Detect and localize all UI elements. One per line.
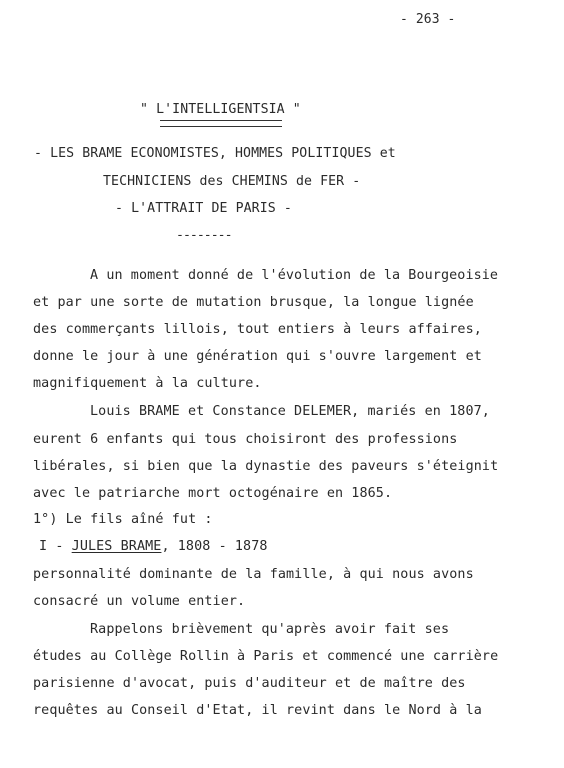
- paragraph-2-line-4: avec le patriarche mort octogénaire en 1865.: [33, 486, 393, 501]
- list-intro: 1°) Le fils aîné fut :: [33, 512, 213, 527]
- section-separator: --------: [176, 228, 232, 243]
- paragraph-5-line-4: requêtes au Conseil d'Etat, il revint dans le Nord à la: [33, 703, 482, 718]
- paragraph-4-line-2: consacré un volume entier.: [33, 594, 246, 609]
- paragraph-1-line-4: donne le jour à une génération qui s'ouvre largement et: [33, 349, 482, 364]
- person-name-underlined: JULES BRAME: [71, 539, 162, 554]
- page-number: - 263 -: [400, 12, 456, 27]
- title-double-underline: [160, 120, 282, 127]
- paragraph-2-line-1: Louis BRAME et Constance DELEMER, mariés en 1807,: [90, 404, 490, 419]
- paragraph-4-line-1: personnalité dominante de la famille, à qui nous avons: [33, 567, 474, 582]
- paragraph-1-line-2: et par une sorte de mutation brusque, la longue lignée: [33, 295, 474, 310]
- paragraph-5-line-2: études au Collège Rollin à Paris et commencé une carrière: [33, 649, 499, 664]
- chapter-title: " L'INTELLIGENTSIA ": [140, 102, 301, 117]
- paragraph-5-line-1: Rappelons brièvement qu'après avoir fait ses: [90, 622, 450, 637]
- list-item-prefix: I -: [39, 539, 72, 554]
- subtitle-line-1: - LES BRAME ECONOMISTES, HOMMES POLITIQUES et: [34, 146, 396, 161]
- subtitle-line-3: - L'ATTRAIT DE PARIS -: [115, 201, 292, 216]
- subtitle-line-2: TECHNICIENS des CHEMINS de FER -: [103, 174, 361, 189]
- list-item-dates: , 1808 - 1878: [161, 539, 268, 554]
- paragraph-1-line-3: des commerçants lillois, tout entiers à leurs affaires,: [33, 322, 482, 337]
- paragraph-1-line-5: magnifiquement à la culture.: [33, 376, 262, 391]
- paragraph-5-line-3: parisienne d'avocat, puis d'auditeur et de maître des: [33, 676, 466, 691]
- paragraph-1-line-1: A un moment donné de l'évolution de la Bourgeoisie: [90, 268, 499, 283]
- paragraph-2-line-3: libérales, si bien que la dynastie des paveurs s'éteignit: [33, 459, 499, 474]
- list-item-jules-brame: [39, 539, 268, 555]
- paragraph-2-line-2: eurent 6 enfants qui tous choisiront des professions: [33, 432, 458, 447]
